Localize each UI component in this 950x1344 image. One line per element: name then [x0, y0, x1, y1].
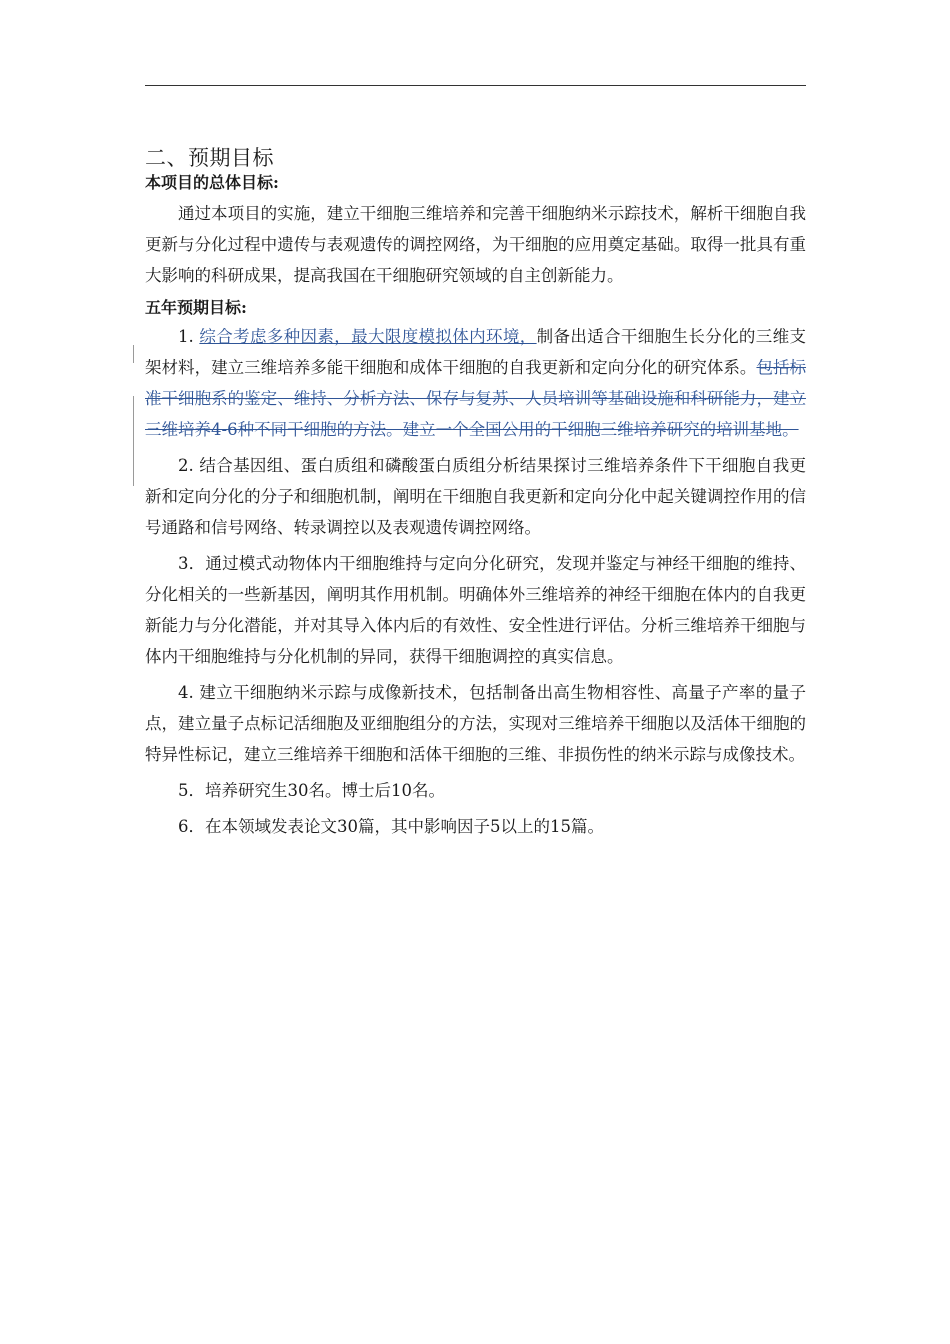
- revision-change-bar: [133, 345, 134, 363]
- goal-item-1-text: 制备出适合干细胞生长分化的三维支架材料，建立三维培养多能干细胞和成体干细胞的自我更新和定向分化的研究体系。: [145, 327, 807, 377]
- tracked-insertion: 综合考虑多种因素，最大限度模拟体内环境，: [199, 327, 537, 346]
- revision-change-bar: [133, 396, 134, 486]
- goal-item-4: 4. 建立干细胞纳米示踪与成像新技术，包括制备出高生物相容性、高量子产率的量子点，建立量子点标记活细胞及亚细胞组分的方法，实现对三维培养干细胞以及活体干细胞的特异性标记，建立三维培养干细胞和活体干细胞的三维、非损伤性的纳米示踪与成像技术。: [145, 683, 806, 764]
- header-rule: [145, 85, 806, 86]
- document-body: [145, 144, 806, 842]
- overall-goal-paragraph: 通过本项目的实施，建立干细胞三维培养和完善干细胞纳米示踪技术，解析干细胞自我更新与分化过程中遗传与表观遗传的调控网络，为干细胞的应用奠定基础。取得一批具有重大影响的科研成果，提高我国在干细胞研究领域的自主创新能力。: [145, 204, 806, 285]
- goal-item-2: 2. 结合基因组、蛋白质组和磷酸蛋白质组分析结果探讨三维培养条件下干细胞自我更新和定向分化的分子和细胞机制，阐明在干细胞自我更新和定向分化中起关键调控作用的信号通路和信号网络、转录调控以及表观遗传调控网络。: [145, 456, 806, 537]
- overall-goal-heading: 本项目的总体目标:: [145, 173, 279, 192]
- five-year-goal-heading: 五年预期目标:: [145, 298, 247, 317]
- goal-item-6: 6．在本领域发表论文30篇，其中影响因子5以上的15篇。: [178, 817, 604, 836]
- goal-item-3: 3．通过模式动物体内干细胞维持与定向分化研究，发现并鉴定与神经干细胞的维持、分化相关的一些新基因，阐明其作用机制。明确体外三维培养的神经干细胞在体内的自我更新能力与分化潜能，并对其导入体内后的有效性、安全性进行评估。分析三维培养干细胞与体内干细胞维持与分化机制的异同，获得干细胞调控的真实信息。: [145, 554, 806, 666]
- goal-item-1-number: 1.: [178, 327, 200, 346]
- section-title: 二、预期目标: [145, 146, 274, 170]
- goal-item-1: [145, 321, 806, 445]
- tracked-deletion: 包括标准干细胞系的鉴定、维持、分析方法、保存与复苏、人员培训等基础设施和科研能力，建立三维培养4-6种不同干细胞的方法。建立一个全国公用的干细胞三维培养研究的培训基地。: [145, 358, 807, 439]
- goal-item-5: 5．培养研究生30名。博士后10名。: [178, 781, 445, 800]
